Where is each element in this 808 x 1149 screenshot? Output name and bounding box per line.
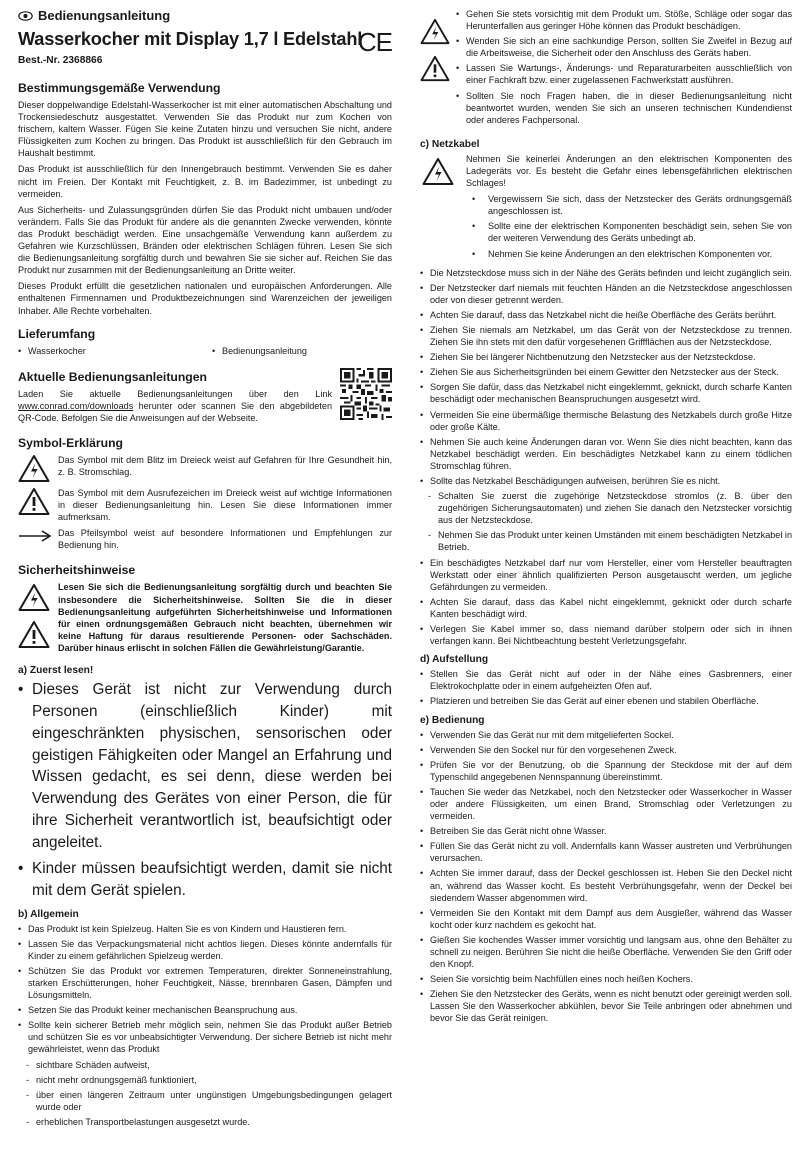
placement-list — [420, 668, 792, 707]
list-item: • Platzieren und betreiben Sie das Gerät auf einer ebenen und stabilen Oberfläche. — [420, 695, 792, 707]
intended-use-heading: Bestimmungsgemäße Verwendung — [18, 81, 221, 95]
symbols-heading: Symbol-Erklärung — [18, 435, 123, 450]
list-item: • Ziehen Sie den Netzstecker des Geräts, wenn es nicht benutzt oder gereinigt werden soll. Lassen Sie den Wasserkocher abkühlen, bevor Sie Teile anbringen oder abnehmen und bevor Sie das Gerät reinigen. — [420, 988, 792, 1024]
list-item: • Vermeiden Sie den Kontakt mit dem Dampf aus dem Ausgießer, während das Wasser kocht oder kurz nachdem es gekocht hat. — [420, 907, 792, 931]
exclamation-warning-icon — [18, 620, 50, 649]
intended-use-p2: Das Produkt ist ausschließlich für den Innengebrauch bestimmt. Verwenden Sie es daher nicht im Freien. Der Kontakt mit Feuchtigkeit, z. B. im Badezimmer, ist unbedingt zu vermeiden. — [18, 164, 392, 199]
list-item: • Verwenden Sie den Sockel nur für den vorgesehenen Zweck. — [420, 744, 792, 756]
lightning-warning-icon — [18, 454, 50, 483]
operation-list — [420, 729, 792, 1025]
eye-icon — [18, 11, 33, 21]
list-item: • Ziehen Sie niemals am Netzkabel, um das Gerät von der Netzsteckdose zu trennen. Ziehen Sie ihn stets mit den dafür vorgesehenen Griffflächen aus der Netzsteckdose. — [420, 324, 792, 348]
list-item: • Vermeiden Sie eine übermäßige thermische Belastung des Netzkabels durch große Hitze oder große Kälte. — [420, 409, 792, 433]
list-item: • Wenden Sie sich an eine sachkundige Person, sollten Sie Zweifel in Bezug auf die Arbeitsweise, die Sicherheit oder den Anschluss des Geräts haben. — [456, 35, 792, 59]
list-item: • Gießen Sie kochendes Wasser immer vorsichtig und langsam aus, ohne den Behälter zu schnell zu neigen. Berühren Sie nicht die heiße Oberfläche. Verwenden Sie den Griff oder den Knopf. — [420, 934, 792, 970]
right-column — [420, 8, 792, 1028]
list-item: • Schützen Sie das Produkt vor extremen Temperaturen, direkter Sonneneinstrahlung, starken Erschütterungen, hoher Feuchtigkeit, Nässe, brennbaren Gasen, Dämpfen und Lösungsmitteln. — [18, 965, 392, 1001]
sub-list-item: - über einen längeren Zeitraum unter ungünstigen Umgebungsbedingungen gelagert wurde oder — [18, 1089, 392, 1113]
list-item: • Verlegen Sie Kabel immer so, dass niemand darüber stolpern oder sich in ihnen verfangen kann. Bei Nichtbeachtung besteht Verletzungsgefahr. — [420, 623, 792, 647]
list-item: • Dieses Gerät ist nicht zur Verwendung durch Personen (einschließlich Kinder) mit eingeschränkten physischen, sensorischen oder geistigen Fähigkeiten oder Mangel an Erfahrung und Wissen gedacht, es sei denn, diese werden bei Verwendung des Gerätes von einer Person, die für ihre Sicherheit verantwortlich ist, beaufsichtigt oder angeleitet. — [18, 679, 392, 854]
list-item: • Seien Sie vorsichtig beim Nachfüllen eines noch heißen Kochers. — [420, 973, 792, 985]
placement-heading: d) Aufstellung — [420, 654, 489, 666]
symbol-item — [18, 487, 392, 523]
order-number: Best.-Nr. 2368866 — [18, 55, 103, 66]
list-item: • Nehmen Sie auch keine Änderungen daran vor. Wenn Sie dies nicht beachten, kann das Netzkabel beschädigt werden. Ein beschädigtes Netzkabel kann zu einem tödlichen Stromschlag führen. — [420, 436, 792, 472]
general-sublist — [18, 1059, 392, 1128]
current-manuals-heading: Aktuelle Bedienungsanleitungen — [18, 369, 207, 384]
power-cable-warning-list — [466, 193, 792, 259]
lightning-warning-icon — [420, 18, 450, 45]
power-cable-list — [420, 267, 792, 488]
exclamation-warning-icon — [18, 487, 50, 516]
power-cable-sublist — [420, 490, 792, 553]
symbol-item — [18, 527, 392, 551]
sub-list-item: - nicht mehr ordnungsgemäß funktioniert, — [18, 1074, 392, 1086]
sub-list-item: - sichtbare Schäden aufweist, — [18, 1059, 392, 1071]
list-item: • Lassen Sie Wartungs-, Änderungs- und Reparaturarbeiten ausschließlich von einer Fachkraft bzw. einer zugelassenen Fachwerkstatt ausführen. — [456, 62, 792, 86]
list-item: • Setzen Sie das Produkt keiner mechanischen Beanspruchung aus. — [18, 1004, 392, 1016]
general-list — [18, 923, 392, 1056]
list-item: • Vergewissern Sie sich, dass der Netzstecker des Geräts ordnungsgemäß angeschlossen ist. — [472, 193, 792, 217]
list-item: • Der Netzstecker darf niemals mit feuchten Händen an die Netzsteckdose angeschlossen oder von dieser getrennt werden. — [420, 282, 792, 306]
arrow-icon — [18, 529, 52, 543]
list-item: • Sollten Sie noch Fragen haben, die in dieser Bedienungsanleitung nicht beantwortet wurden, wenden Sie sich an unseren technischen Kundendienst oder anderes Fachpersonal. — [456, 90, 792, 126]
list-item: • Sollte eine der elektrischen Komponenten beschädigt sein, sehen Sie von der weiteren Verwendung des Geräts unbedingt ab. — [472, 220, 792, 244]
exclamation-warning-icon — [420, 55, 450, 82]
lightning-warning-icon — [422, 157, 454, 186]
list-item: • Verwenden Sie das Gerät nur mit dem mitgelieferten Sockel. — [420, 729, 792, 741]
intended-use-p3: Aus Sicherheits- und Zulassungsgründen dürfen Sie das Produkt nicht umbauen und/oder verändern. Falls Sie das Produkt für andere als die genannten Zwecke verwenden, könnte das Produkt beschädigt werden. Eine unsachgemäße Verwendung kann außerdem zu Gefahren wie Kurzschlüssen, Bränden oder elektrischen Schlägen führen. Lesen Sie sich die Bedienungsanleitung sorgfältig durch und bewahren Sie sie sicher auf. Reichen Sie das Produkt nur zusammen mit der Bedienungsanleitung an Dritte weiter. — [18, 204, 392, 276]
list-item: • Achten Sie darauf, dass das Kabel nicht eingeklemmt, geknickt oder durch scharfe Kanten beschädigt wird. — [420, 596, 792, 620]
manual-label-row — [18, 8, 392, 23]
list-item: • Ziehen Sie aus Sicherheitsgründen bei einem Gewitter den Netzstecker aus der Steck. — [420, 366, 792, 378]
safety-intro: Lesen Sie sich die Bedienungsanleitung sorgfältig durch und beachten Sie insbesondere die Sicherheitshinweise. Sollten Sie die in dieser Bedienungsanleitung aufgeführten Sicherheitshinweise und Informationen für einen ordnungsgemäßen Gebrauch nicht beachten, übernehmen wir keine Haftung für daraus resultierende Personen- oder Sachschäden. Darüber hinaus erlischt in solchen Fällen die Gewährleistung/Garantie. — [58, 582, 392, 653]
list-item: • Gehen Sie stets vorsichtig mit dem Produkt um. Stöße, Schläge oder sogar das Herunterfallen aus geringer Höhe können das Produkt beschädigen. — [456, 8, 792, 32]
ce-mark: CE — [357, 27, 392, 57]
power-cable-heading: c) Netzkabel — [420, 138, 480, 150]
list-item: • Sollte das Netzkabel Beschädigungen aufweisen, berühren Sie es nicht. — [420, 475, 792, 487]
sub-list-item: - erheblichen Transportbelastungen ausgesetzt wurde. — [18, 1116, 392, 1128]
read-first-list — [18, 679, 392, 902]
list-item: • Die Netzsteckdose muss sich in der Nähe des Geräts befinden und leicht zugänglich sein. — [420, 267, 792, 279]
symbol-text: Das Symbol mit dem Blitz im Dreieck weist auf Gefahren für Ihre Gesundheit hin, z. B. Stromschlag. — [58, 454, 392, 478]
list-item: • Sorgen Sie dafür, dass das Netzkabel nicht eingeklemmt, geknickt, durch scharfe Kanten beschädigt oder mechanischen Beanspruchungen ausgesetzt wird. — [420, 381, 792, 405]
list-item: • Ziehen Sie bei längerer Nichtbenutzung den Netzstecker aus der Netzsteckdose. — [420, 351, 792, 363]
power-cable-warning: Nehmen Sie keinerlei Änderungen an den elektrischen Komponenten des Ladegeräts vor. Es besteht die Gefahr eines lebensgefährlichen elektrischen Schlages! — [466, 153, 792, 189]
power-cable-list-b — [420, 557, 792, 648]
list-item: • Kinder müssen beaufsichtigt werden, damit sie nicht mit dem Gerät spielen. — [18, 858, 392, 902]
page-title: Wasserkocher mit Display 1,7 l Edelstahl — [18, 29, 363, 49]
symbol-text: Das Symbol mit dem Ausrufezeichen im Dreieck weist auf wichtige Informationen in dieser Bedienungsanleitung hin. Lesen Sie diese Informationen immer aufmerksam. — [58, 487, 392, 523]
scope-item: • Bedienungsanleitung — [212, 345, 307, 357]
list-item: • Ein beschädigtes Netzkabel darf nur vom Hersteller, einer vom Hersteller beauftragten Werkstatt oder einer ähnlich qualifizierten Person ausgetauscht werden, um jegliche Gefährdungen zu vermeiden. — [420, 557, 792, 593]
intended-use-p4: Dieses Produkt erfüllt die gesetzlichen nationalen und europäischen Anforderungen. Alle enthaltenen Firmennamen und Produktbezeichnungen sind Warenzeichen der jeweiligen Inhaber. Alle Rechte vorbehalten. — [18, 281, 392, 316]
manual-label: Bedienungsanleitung — [38, 8, 171, 23]
scope-item: • Wasserkocher — [18, 345, 212, 357]
sub-list-item: - Nehmen Sie das Produkt unter keinen Umständen mit einem beschädigten Netzkabel in Betrieb. — [420, 529, 792, 553]
sub-list-item: - Schalten Sie zuerst die zugehörige Netzsteckdose stromlos (z. B. über den zugehörigen Sicherungsautomaten) und ziehen Sie danach den Netzstecker vorsichtig aus der Netzsteckdose. — [420, 490, 792, 526]
general-heading: b) Allgemein — [18, 908, 79, 920]
qr-code[interactable] — [340, 368, 392, 420]
list-item: • Füllen Sie das Gerät nicht zu voll. Andernfalls kann Wasser austreten und Verbrühungen verursachen. — [420, 840, 792, 864]
general-continued-list — [456, 8, 792, 129]
current-manuals-text: Laden Sie aktuelle Bedienungsanleitungen über den Link www.conrad.com/downloads herunter oder scannen Sie den abgebildeten QR-Code. Befolgen Sie die Anweisungen auf der Webseite. — [18, 388, 332, 423]
downloads-link[interactable]: www.conrad.com/downloads — [18, 400, 134, 411]
symbol-text: Das Pfeilsymbol weist auf besondere Informationen und Empfehlungen zur Bedienung hin. — [58, 528, 392, 551]
read-first-heading: a) Zuerst lesen! — [18, 665, 94, 676]
symbol-item — [18, 454, 392, 483]
safety-heading: Sicherheitshinweise — [18, 563, 136, 578]
list-item: • Prüfen Sie vor der Benutzung, ob die Spannung der Steckdose mit der auf dem Typenschild angegebenen Nennspannung übereinstimmt. — [420, 759, 792, 783]
list-item: • Achten Sie darauf, dass das Netzkabel nicht die heiße Oberfläche des Geräts berührt. — [420, 309, 792, 321]
list-item: • Betreiben Sie das Gerät nicht ohne Wasser. — [420, 825, 792, 837]
scope-heading: Lieferumfang — [18, 326, 96, 341]
operation-heading: e) Bedienung — [420, 714, 485, 726]
lightning-warning-icon — [18, 583, 50, 612]
intended-use-p1: Dieser doppelwandige Edelstahl-Wasserkocher ist mit einer automatischen Abschaltung und Trockensiedeschutz ausgestattet. Verwenden Sie das Produkt nur zum Kochen von frischem, kaltem Wasser. Fügen Sie keine Zutaten hinzu und versuchen Sie nicht, andere Flüssigkeiten zum Kochen zu bringen. Das Produkt ist ausschließlich für den Gebrauch im Haushalt bestimmt. — [18, 100, 392, 159]
list-item: • Achten Sie immer darauf, dass der Deckel geschlossen ist. Heben Sie den Deckel nicht an, während das Wasser kocht. Es besteht Verbrühungsgefahr, wenn der Deckel bei siedendem Wasser abgenommen wird. — [420, 867, 792, 903]
list-item: • Sollte kein sicherer Betrieb mehr möglich sein, nehmen Sie das Produkt außer Betrieb und schützen Sie es vor unbeabsichtigter Verwendung. Der sichere Betrieb ist nicht mehr gewährleistet, wenn das Produkt — [18, 1019, 392, 1055]
list-item: • Stellen Sie das Gerät nicht auf oder in der Nähe eines Gasbrenners, einer Elektrokochplatte oder in einem aufgeheizten Ofen auf. — [420, 668, 792, 692]
list-item: • Das Produkt ist kein Spielzeug. Halten Sie es von Kindern und Haustieren fern. — [18, 923, 392, 935]
list-item: • Lassen Sie das Verpackungsmaterial nicht achtlos liegen. Dieses könnte andernfalls für Kinder zu einem gefährlichen Spielzeug werden. — [18, 938, 392, 962]
list-item: • Nehmen Sie keine Änderungen an den elektrischen Komponenten vor. — [472, 248, 792, 260]
scope-list — [18, 345, 392, 360]
left-column — [18, 8, 392, 1131]
list-item: • Tauchen Sie weder das Netzkabel, noch den Netzstecker oder Wasserkocher in Wasser oder andere Flüssigkeiten, um einen Brand, Stromschlag oder Verletzungen zu vermeiden. — [420, 786, 792, 822]
